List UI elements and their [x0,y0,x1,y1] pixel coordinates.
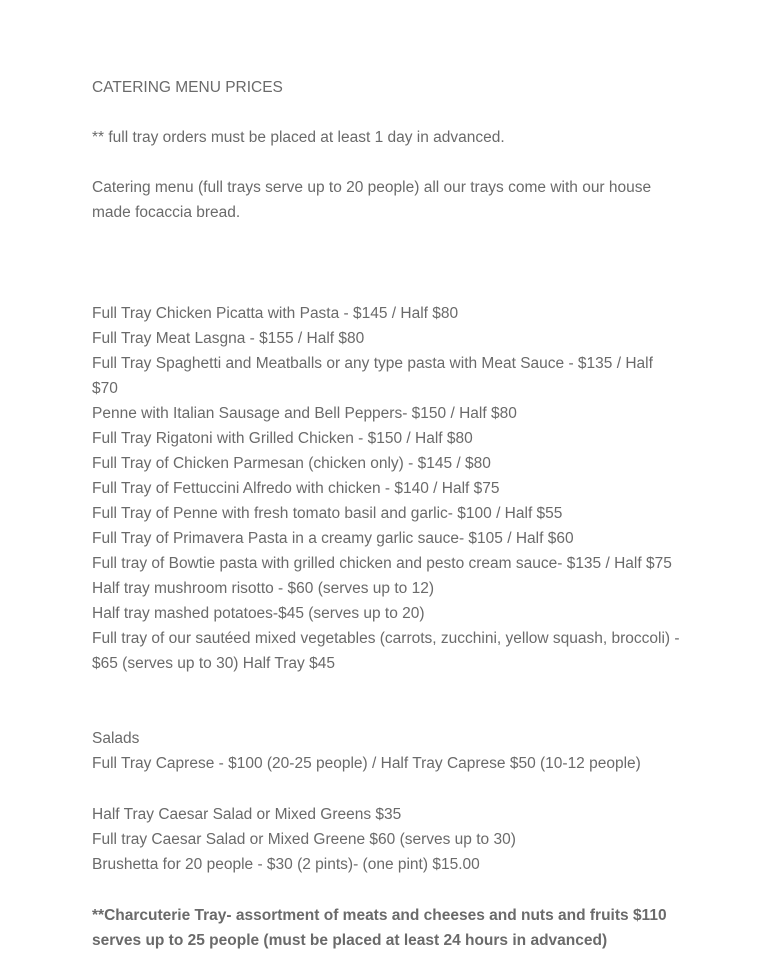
menu-item: Full tray of our sautéed mixed vegetables (carrots, zucchini, yellow squash, broccoli) - $65 (serves up to 30) Half Tray $45 [92,630,680,672]
salad-item: Half Tray Caesar Salad or Mixed Greens $35 [92,806,402,823]
menu-item: Full Tray Meat Lasgna - $155 / Half $80 [92,330,365,347]
menu-item: Full Tray of Primavera Pasta in a creamy garlic sauce- $105 / Half $60 [92,530,574,547]
salad-items-list [92,802,682,877]
salads-heading: Salads [92,730,140,747]
salad-caprese: Full Tray Caprese - $100 (20-25 people) / Half Tray Caprese $50 (10-12 people) [92,755,641,772]
menu-item: Full Tray of Chicken Parmesan (chicken only) - $145 / $80 [92,455,491,472]
menu-item: Full Tray Spaghetti and Meatballs or any type pasta with Meat Sauce - $135 / Half $70 [92,355,653,397]
intro-text: Catering menu (full trays serve up to 20 people) all our trays come with our house made focaccia bread. [92,179,652,221]
charcuterie-note: **Charcuterie Tray- assortment of meats and cheeses and nuts and fruits $110 serves up to 25 people (must be placed at least 24 hours in advanced) [92,907,667,949]
menu-item: Full Tray of Fettuccini Alfredo with chicken - $140 / Half $75 [92,480,500,497]
menu-item: Full Tray Rigatoni with Grilled Chicken - $150 / Half $80 [92,430,473,447]
salad-item: Full tray Caesar Salad or Mixed Greene $60 (serves up to 30) [92,831,516,848]
salad-item: Brushetta for 20 people - $30 (2 pints)- (one pint) $15.00 [92,856,480,873]
menu-item: Full tray of Bowtie pasta with grilled chicken and pesto cream sauce- $135 / Half $75 [92,555,672,572]
menu-item: Half tray mushroom risotto - $60 (serves up to 12) [92,580,434,597]
menu-item: Full Tray Chicken Picatta with Pasta - $145 / Half $80 [92,305,459,322]
catering-menu-page [92,75,682,953]
menu-item: Half tray mashed potatoes-$45 (serves up to 20) [92,605,425,622]
page-title: CATERING MENU PRICES [92,79,283,96]
menu-item: Full Tray of Penne with fresh tomato basil and garlic- $100 / Half $55 [92,505,563,522]
menu-item: Penne with Italian Sausage and Bell Peppers- $150 / Half $80 [92,405,517,422]
order-notice: ** full tray orders must be placed at least 1 day in advanced. [92,129,505,146]
menu-items-list [92,301,682,676]
